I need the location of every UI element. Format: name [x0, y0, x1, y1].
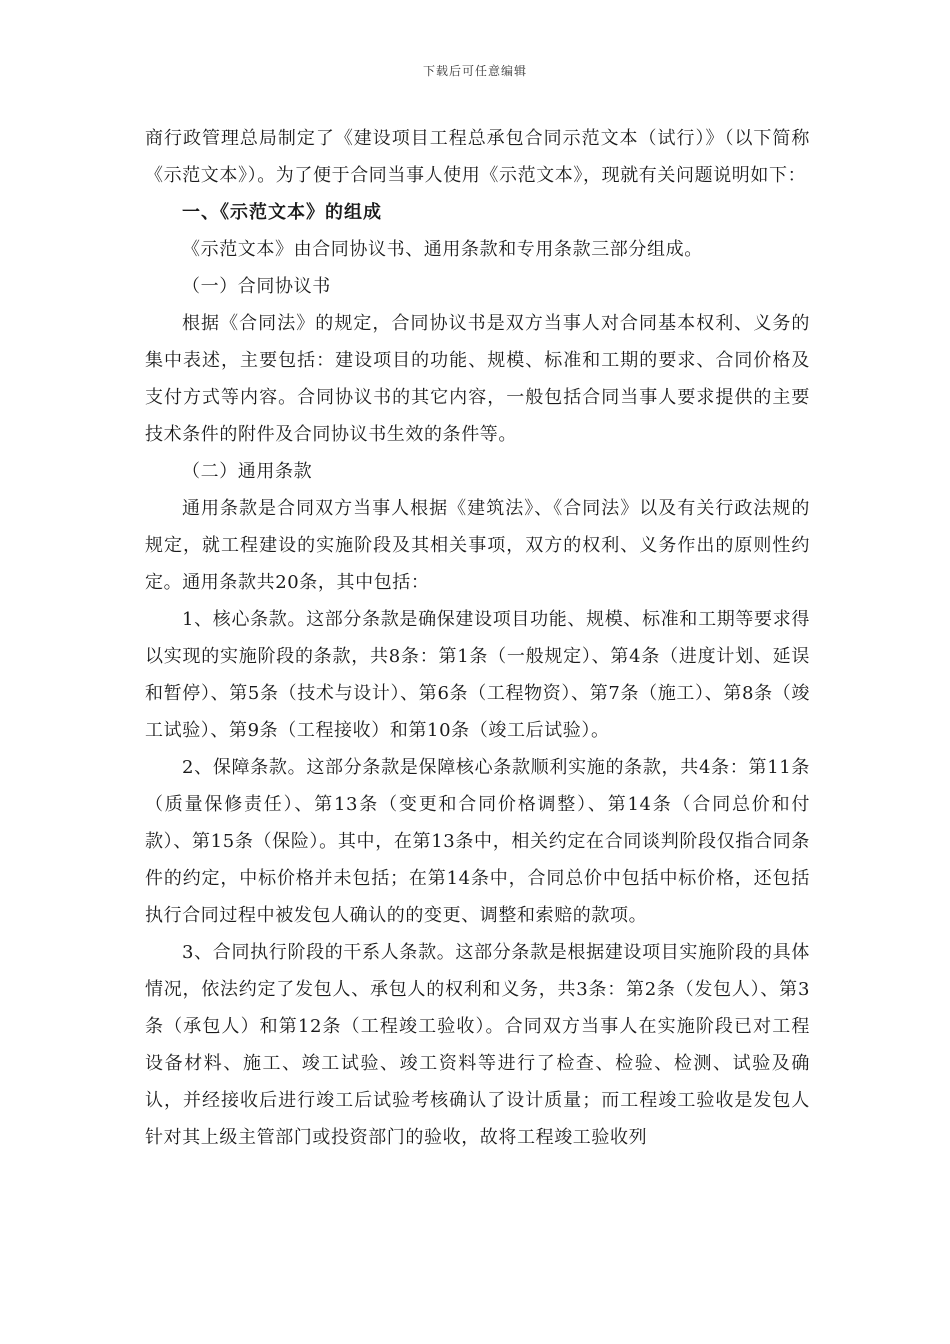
page-header: 下载后可任意编辑 [422, 64, 527, 78]
paragraph-agreement: 根据《合同法》的规定，合同协议书是双方当事人对合同基本权利、义务的集中表述，主要包括：建设项目的功能、规模、标准和工期的要求、合同价格及支付方式等内容。合同协议书的其它内容，一般包括合同当事人要求提供的主要技术条件的附件及合同协议书生效的条件等。 [145, 313, 810, 445]
paragraph-stakeholder-terms: 3、合同执行阶段的干系人条款。这部分条款是根据建设项目实施阶段的具体情况，依法约定了发包人、承包人的权利和义务，共3条：第2条（发包人）、第3条（承包人）和第12条（工程竣工验收）。合同双方当事人在实施阶段已对工程设备材料、施工、竣工试验、竣工资料等进行了检查、检验、检测、试验及确认，并经接收后进行竣工后试验考核确认了设计质量；而工程竣工验收是发包人针对其上级主管部门或投资部门的验收，故将工程竣工验收列 [145, 942, 810, 1148]
paragraph-general-terms: 通用条款是合同双方当事人根据《建筑法》、《合同法》以及有关行政法规的规定，就工程建设的实施阶段及其相关事项，双方的权利、义务作出的原则性约定。通用条款共20条，其中包括： [145, 498, 810, 593]
paragraph-core-terms: 1、核心条款。这部分条款是确保建设项目功能、规模、标准和工期等要求得以实现的实施阶段的条款，共8条：第1条（一般规定）、第4条（进度计划、延误和暂停）、第5条（技术与设计）、第6条（工程物资）、第7条（施工）、第8条（竣工试验）、第9条（工程接收）和第10条（竣工后试验）。 [145, 609, 810, 741]
subheading-agreement: （一）合同协议书 [182, 276, 331, 297]
paragraph-composition: 《示范文本》由合同协议书、通用条款和专用条款三部分组成。 [182, 239, 703, 260]
subheading-general-terms: （二）通用条款 [182, 461, 313, 482]
section-heading: 一、《示范文本》的组成 [182, 202, 382, 223]
paragraph-guarantee-terms: 2、保障条款。这部分条款是保障核心条款顺利实施的条款，共4条：第11条（质量保修责任）、第13条（变更和合同价格调整）、第14条（合同总价和付款）、第15条（保险）。其中，在第13条中，相关约定在合同谈判阶段仅指合同条件的约定，中标价格并未包括；在第14条中，合同总价中包括中标价格，还包括执行合同过程中被发包人确认的的变更、调整和索赔的款项。 [145, 757, 810, 926]
document-body [145, 120, 810, 1156]
paragraph-intro-continuation: 商行政管理总局制定了《建设项目工程总承包合同示范文本（试行）》（以下简称《示范文本》）。为了便于合同当事人使用《示范文本》，现就有关问题说明如下： [145, 128, 810, 186]
